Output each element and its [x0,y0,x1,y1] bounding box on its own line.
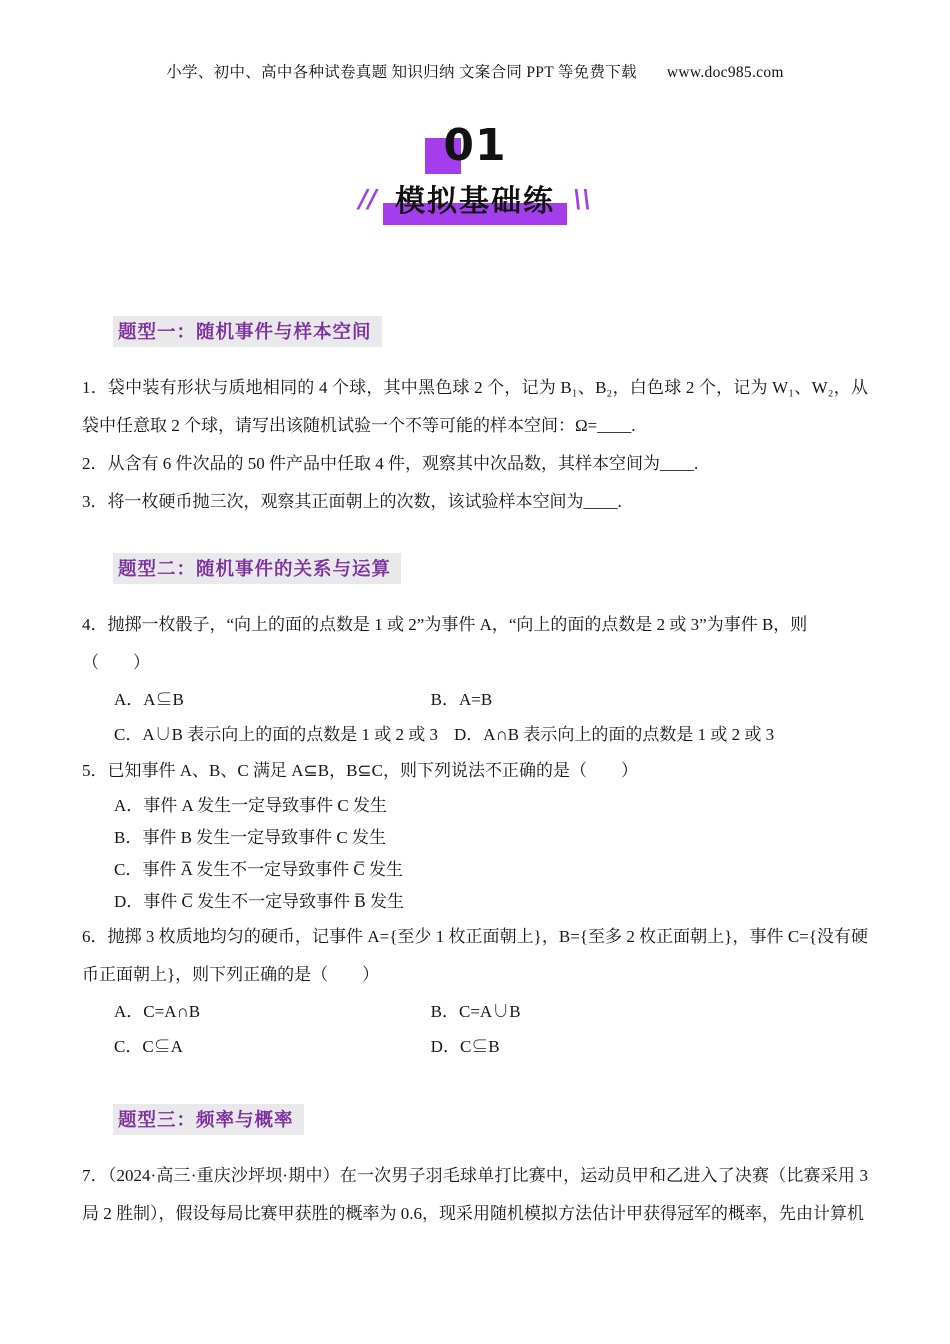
title-number-row [0,120,950,171]
question-6-options-row-2 [114,1029,868,1064]
question-4-answer-paren: （ ） [82,653,150,672]
question-6-option-a: A．C=A∩B [114,1002,201,1021]
title-number-wrap [443,120,507,171]
question-3: 3．将一枚硬币抛三次，观察其正面朝上的次数，该试验样本空间为____. [82,492,622,511]
double-slash-left-icon: // [358,183,377,213]
question-4-options-row-2 [114,717,868,752]
question-6-option-c: C．C⊆A [114,1037,183,1056]
question-5-option-d: D．事件 C̅ 发生不一定导致事件 B̅ 发生 [114,892,404,911]
question-5-option-b: B．事件 B 发生一定导致事件 C 发生 [114,828,387,847]
question-4-options-row-1 [114,682,868,717]
question-2: 2．从含有 6 件次品的 50 件产品中任取 4 件，观察其中次品数，其样本空间为____. [82,454,699,473]
question-4-option-a: A．A⊆B [114,690,184,709]
section-header-event-relations: 题型二：随机事件的关系与运算 [113,553,401,584]
header-site-url[interactable]: www.doc985.com [666,64,784,81]
question-4-option-d: D．A∩B 表示向上的面的点数是 1 或 2 或 3 [453,725,775,744]
question-4-option-c: C．A∪B 表示向上的面的点数是 1 或 2 或 3 [114,725,438,744]
section-header-sample-space: 题型一：随机事件与样本空间 [113,316,382,347]
question-6-stem: 6．抛掷 3 枚质地均匀的硬币，记事件 A={至少 1 枚正面朝上}，B={至多 2 枚正面朝上}，事件 C={没有硬币正面朝上}，则下列正确的是（ ） [82,927,868,984]
header-promo-text: 小学、初中、高中各种试卷真题 知识归纳 文案合同 PPT 等免费下载 [166,64,637,81]
section-three-row [113,1104,950,1135]
title-block [0,120,950,220]
title-subtitle-row [0,176,950,220]
question-1: 1．袋中装有形状与质地相同的 4 个球，其中黑色球 2 个，记为 B₁、B₂，白色球 2 个，记为 W₁、W₂，从袋中任意取 2 个球，请写出该随机试验一个不等可能的样本空间：Ω=____. [82,378,868,435]
section-two-row [113,553,950,584]
question-6-option-b: B．C=A∪B [430,1002,521,1021]
page-title: 模拟基础练 [395,184,555,219]
subtitle-wrap [395,176,555,220]
section-one-row [113,316,950,347]
site-header [0,0,950,82]
question-4-option-b: B．A=B [430,690,493,709]
question-5-option-c: C．事件 A̅ 发生不一定导致事件 C̅ 发生 [114,860,404,879]
question-7: 7．（2024·高三·重庆沙坪坝·期中）在一次男子羽毛球单打比赛中，运动员甲和乙进入了决赛（比赛采用 3 局 2 胜制），假设每局比赛甲获胜的概率为 0.6，现采用随机模拟方法估计甲获得冠军的概率，先由计算机 [82,1166,868,1223]
question-4-stem: 4．抛掷一枚骰子，“向上的面的点数是 1 或 2”为事件 A，“向上的面的点数是 2 或 3”为事件 B，则 [82,615,808,634]
question-6-options-row-1 [114,994,868,1029]
double-slash-right-icon: \\ [573,183,592,213]
question-5-stem: 5．已知事件 A、B、C 满足 A⊆B，B⊆C，则下列说法不正确的是（ ） [82,761,638,780]
section-header-frequency-probability: 题型三：频率与概率 [113,1104,304,1135]
question-5-option-a: A．事件 A 发生一定导致事件 C 发生 [114,796,387,815]
title-number: 01 [443,120,507,171]
question-6-option-d: D．C⊆B [430,1037,500,1056]
